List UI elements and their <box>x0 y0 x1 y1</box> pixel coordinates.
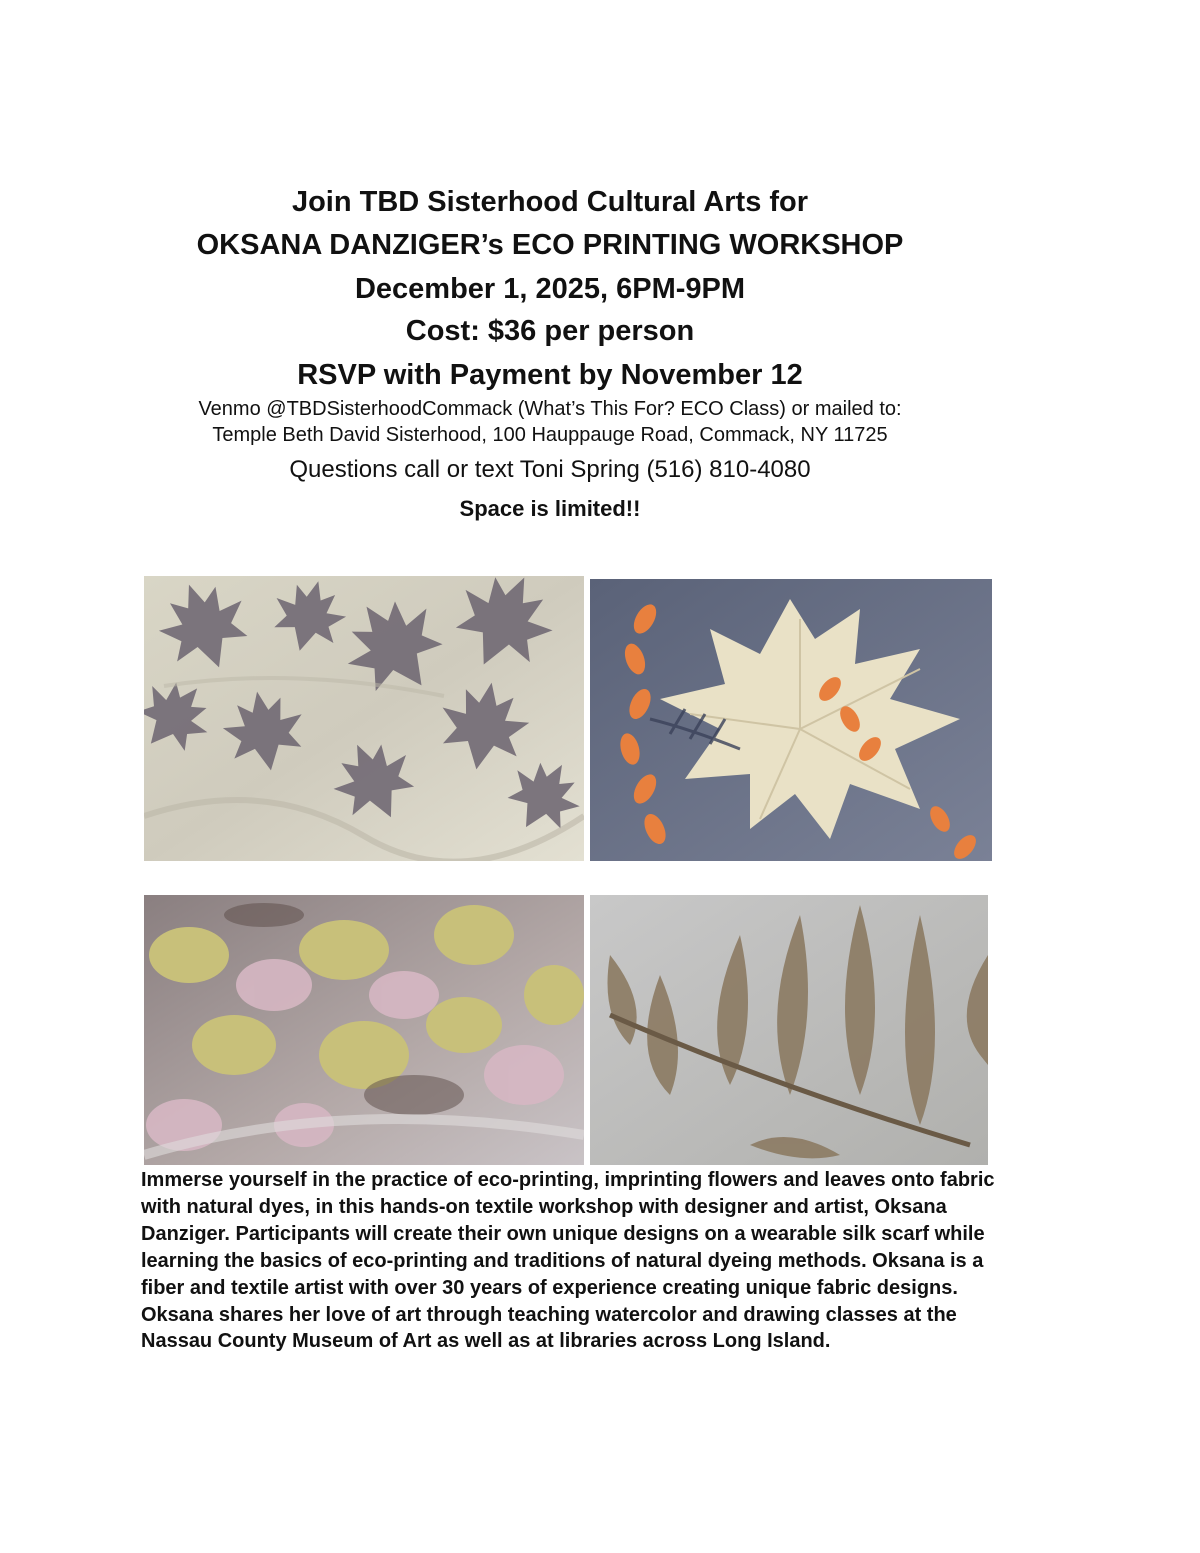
workshop-description: Immerse yourself in the practice of eco-printing, imprinting flowers and leaves onto fabric with natural dyes, in this hands-on textile workshop with designer and artist, Oksana Danziger. Participants will create their own unique designs on a wearable silk scarf while learning the basics of eco-printing and traditions of natural dyeing methods. Oksana is a fiber and textile artist with over 30 years of experience creating unique fabric designs. Oksana shares her love of art through teaching watercolor and drawing classes at the Nassau County Museum of Art as well as at libraries across Long Island. <box>141 1169 995 1353</box>
eco-print-photo-yellow-pink <box>144 895 584 1165</box>
event-cost: Cost: $36 per person <box>405 315 695 347</box>
mailing-address: Temple Beth David Sisterhood, 100 Hauppauge Road, Commack, NY 11725 <box>212 424 888 446</box>
rsvp-deadline: RSVP with Payment by November 12 <box>297 359 803 391</box>
contact-info: Questions call or text Toni Spring (516) 810-4080 <box>289 456 811 483</box>
eco-print-photo-maple-orange <box>590 579 992 861</box>
headline-join: Join TBD Sisterhood Cultural Arts for <box>291 186 809 218</box>
space-limited-notice: Space is limited!! <box>459 496 641 521</box>
venmo-info: Venmo @TBDSisterhoodCommack (What’s This For? ECO Class) or mailed to: <box>198 398 902 420</box>
event-date-time: December 1, 2025, 6PM-9PM <box>354 273 746 305</box>
headline-workshop: OKSANA DANZIGER’s ECO PRINTING WORKSHOP <box>196 229 904 261</box>
eco-print-photo-brown-leaf <box>590 895 988 1165</box>
eco-print-photo-maple-grey <box>144 576 584 861</box>
